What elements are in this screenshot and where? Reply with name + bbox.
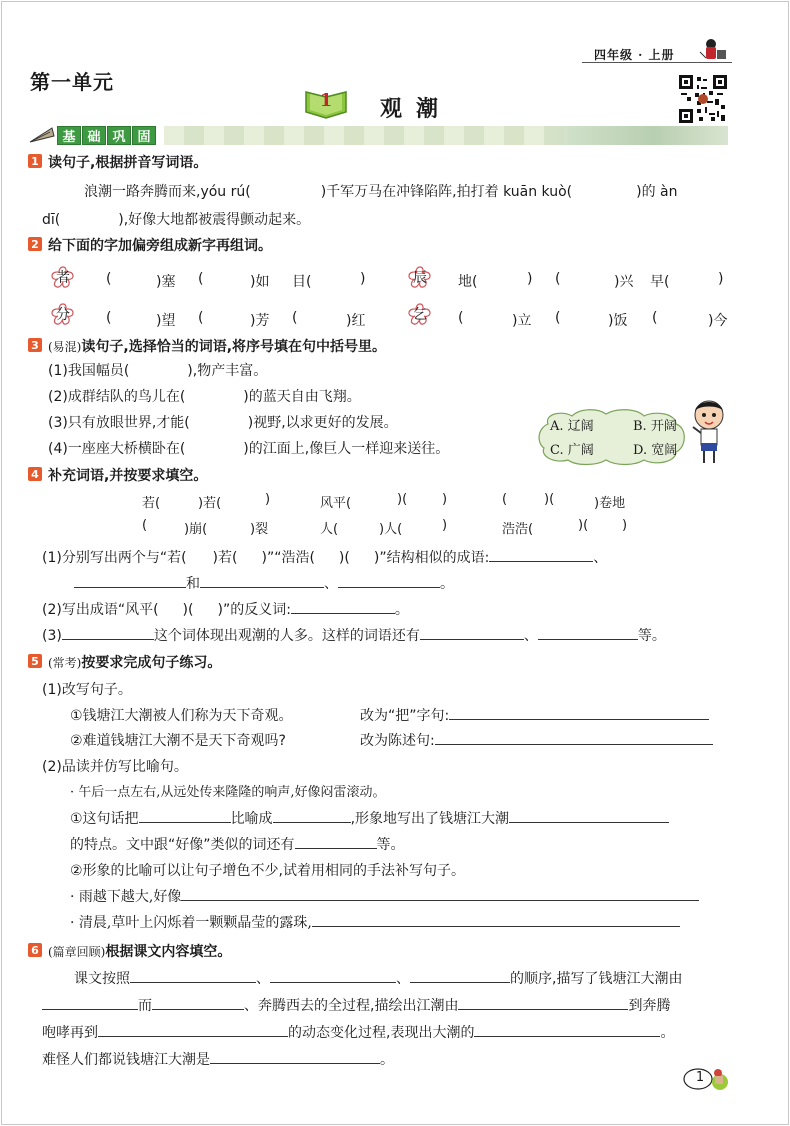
cartoon-boy-icon [685, 397, 733, 467]
question-tag: (常考) [48, 656, 82, 670]
answer-line[interactable] [273, 809, 351, 823]
q2-item: ) [360, 271, 366, 287]
answer-line[interactable] [295, 835, 377, 849]
q2-item: ( [555, 271, 561, 287]
q2-item: )饭 [608, 313, 628, 329]
text: 、 [256, 971, 270, 987]
option-b: B. 开阔 [633, 419, 677, 434]
text: 按要求完成句子练习。 [81, 655, 222, 671]
text: 、 [324, 576, 338, 592]
q2-item: )立 [512, 313, 532, 329]
text: 根据课文内容填空。 [105, 944, 232, 960]
question-tag: (篇章回顾) [48, 945, 106, 959]
q4-word: 人( [320, 522, 339, 537]
fan-icon [28, 124, 56, 146]
q2-item: )今 [708, 313, 728, 329]
q3-item [48, 412, 398, 432]
text: 。 [440, 576, 454, 592]
q5-part2-label: (2)品读并仿写比喻句。 [42, 759, 188, 775]
question-title: 给下面的字加偏旁组成新字再组词。 [48, 238, 272, 254]
answer-line[interactable] [42, 996, 138, 1010]
question-number-badge: 4 [28, 467, 42, 481]
page-number: 1 [695, 1070, 705, 1085]
q2-item: ( [198, 310, 204, 326]
q2-item: )塞 [156, 274, 176, 290]
answer-line[interactable] [98, 1023, 288, 1037]
radical-char: 乞 [413, 307, 427, 323]
q5-item-cont [70, 834, 405, 854]
text: 而 [138, 998, 152, 1014]
q4-word: )裂 [250, 522, 269, 537]
answer-line[interactable] [410, 969, 510, 983]
section-label-char: 基 [57, 126, 81, 145]
q2-item: ( [292, 310, 298, 326]
q4-word: 浩浩( [502, 522, 534, 537]
q2-item: 早( [650, 274, 670, 290]
q4-sub1-cont [74, 573, 454, 593]
q5-bullet [70, 912, 680, 932]
q4-word: ) [622, 518, 628, 533]
q1-sentence-line1 [84, 181, 678, 201]
question-title [48, 941, 231, 961]
question-number-badge: 3 [28, 338, 42, 352]
answer-line[interactable] [474, 1023, 660, 1037]
answer-line[interactable] [181, 887, 699, 901]
grade-label: 四年级 · 上册 [594, 48, 675, 62]
answer-line[interactable] [489, 548, 593, 562]
text: 等。 [376, 837, 405, 853]
q2-item: ) [718, 271, 724, 287]
text: 。 [380, 1052, 394, 1068]
option-d: D. 宽阔 [633, 443, 678, 458]
text: · 雨越下越大,好像 [70, 889, 182, 905]
text: )千军万马在冲锋陷阵,拍打着 kuān kuò( [320, 184, 573, 200]
question-title [48, 336, 386, 356]
answer-line[interactable] [291, 600, 395, 614]
text: ,形象地写出了钱塘江大潮 [350, 811, 510, 827]
q4-word: )人( [379, 522, 403, 537]
answer-line[interactable] [270, 969, 396, 983]
radical-char: 者 [56, 270, 70, 286]
text: )”结构相似的成语: [373, 550, 490, 566]
q2-item: 目( [292, 274, 312, 290]
q4-word: )( [578, 518, 589, 533]
text: (3)只有放眼世界,才能( [48, 415, 190, 431]
q4-word: ) [442, 518, 448, 533]
question-number-badge: 5 [28, 654, 42, 668]
text: 难怪人们都说钱塘江大潮是 [42, 1052, 210, 1068]
text: )”的反义词: [217, 602, 291, 618]
answer-line[interactable] [338, 574, 440, 588]
header-divider [582, 62, 732, 63]
text: (1)分别写出两个与“若( [42, 550, 187, 566]
text: ),好像大地都被震得颤动起来。 [118, 212, 311, 228]
lesson-number: 1 [319, 90, 333, 111]
text: (2)写出成语“风平( [42, 602, 159, 618]
section-label [57, 126, 156, 145]
answer-line[interactable] [152, 996, 244, 1010]
text: 改为陈述句: [360, 733, 435, 749]
text: · 清晨,草叶上闪烁着一颗颗晶莹的露珠, [70, 915, 312, 931]
q2-item: )望 [156, 313, 176, 329]
q4-word: )若( [198, 496, 222, 511]
text: 这个词体现出观潮的人多。这样的词语还有 [153, 628, 420, 644]
text: ①这句话把 [70, 811, 139, 827]
q4-word: ( [502, 492, 508, 507]
q3-item [48, 386, 361, 406]
answer-line[interactable] [509, 809, 669, 823]
q2-item: )如 [250, 274, 270, 290]
q6-line [42, 1022, 674, 1042]
q3-item [48, 438, 449, 458]
text: )”“浩浩( [261, 550, 315, 566]
q2-item: ) [527, 271, 533, 287]
q4-word: ) [442, 492, 448, 507]
q2-item: ( [458, 310, 464, 326]
q6-line [42, 995, 670, 1015]
text: )( [338, 550, 350, 566]
question-tag: (易混) [48, 340, 82, 354]
radical-char: 辰 [413, 270, 427, 286]
answer-line[interactable] [62, 626, 154, 640]
section-label-char: 巩 [107, 126, 131, 145]
option-c: C. 广阔 [550, 443, 594, 458]
q5-requirement [360, 705, 709, 725]
q3-item [48, 360, 267, 380]
workbook-page [1, 1, 789, 1125]
q2-item: )芳 [250, 313, 270, 329]
q5-bullet [70, 886, 699, 906]
qr-code-icon[interactable] [679, 75, 727, 123]
text: 的顺序,描写了钱塘江大潮由 [510, 971, 683, 987]
text: )( [182, 602, 194, 618]
answer-line[interactable] [420, 626, 524, 640]
question-number-badge: 1 [28, 154, 42, 168]
q5-item [70, 808, 669, 828]
q5-item: ②形象的比喻可以让句子增色不少,试着用相同的手法补写句子。 [70, 863, 465, 879]
text: (4)一座座大桥横卧在( [48, 441, 186, 457]
answer-line[interactable] [435, 731, 713, 745]
q4-sub2 [42, 599, 409, 619]
text: )的 àn [636, 184, 678, 200]
text: )视野,以求更好的发展。 [247, 415, 398, 431]
text: 比喻成 [230, 811, 273, 827]
radical-char: 分 [56, 307, 70, 323]
text: ),物产丰富。 [187, 363, 268, 379]
text: 咆哮再到 [42, 1025, 98, 1041]
q4-word: 风平( [320, 496, 352, 511]
q2-item: 地( [458, 274, 478, 290]
unit-title: 第一单元 [30, 70, 114, 94]
q4-word: )( [544, 492, 555, 507]
question-number-badge: 6 [28, 943, 42, 957]
q1-sentence-line2 [42, 209, 310, 229]
q2-item: ( [106, 310, 112, 326]
text: 、 [593, 550, 608, 566]
q2-item: ( [198, 271, 204, 287]
answer-line[interactable] [312, 913, 680, 927]
text: (3) [42, 628, 62, 644]
question-title: 读句子,根据拼音写词语。 [48, 155, 208, 171]
text: 改为“把”字句: [360, 708, 450, 724]
section-label-char: 固 [132, 126, 156, 145]
text: )若( [212, 550, 238, 566]
reading-child-icon [698, 38, 728, 62]
q2-item: )兴 [614, 274, 634, 290]
text: 课文按照 [74, 971, 130, 987]
q4-word: ) [265, 492, 271, 507]
q4-sub3 [42, 625, 666, 645]
q5-sentence: ②难道钱塘江大潮不是天下奇观吗? [70, 733, 286, 749]
option-a: A. 辽阔 [550, 419, 594, 434]
text: 到奔腾 [628, 998, 671, 1014]
q4-word: )崩( [184, 522, 208, 537]
answer-line[interactable] [458, 996, 628, 1010]
text: dī( [42, 212, 61, 228]
text: 读句子,选择恰当的词语,将序号填在句中括号里。 [81, 339, 387, 355]
q2-item: ( [106, 271, 112, 287]
q6-line [74, 968, 682, 988]
text: 、 [523, 628, 538, 644]
q5-sentence: ①钱塘江大潮被人们称为天下奇观。 [70, 708, 293, 724]
text: (1)我国幅员( [48, 363, 130, 379]
text: 、 [396, 971, 410, 987]
q4-word: )( [397, 492, 408, 507]
answer-line[interactable] [200, 574, 324, 588]
text: 。 [394, 602, 409, 618]
question-number-badge: 2 [28, 237, 42, 251]
text: (2)成群结队的鸟儿在( [48, 389, 186, 405]
text: 浪潮一路奔腾而来,yóu rú( [84, 184, 251, 200]
text: )的江面上,像巨人一样迎来送往。 [243, 441, 450, 457]
q5-quote: · 午后一点左右,从远处传来隆隆的响声,好像闷雷滚动。 [70, 785, 386, 800]
q2-item: )红 [346, 313, 366, 329]
lesson-title: 观潮 [380, 97, 453, 122]
q4-word: 若( [142, 496, 161, 511]
text: 等。 [637, 628, 666, 644]
question-title [48, 652, 221, 672]
q2-item: ( [652, 310, 658, 326]
q6-line [42, 1049, 394, 1069]
question-title: 补充词语,并按要求填空。 [48, 468, 208, 484]
text: 的特点。文中跟“好像”类似的词还有 [70, 837, 295, 853]
answer-line[interactable] [449, 706, 709, 720]
q5-part1-label: (1)改写句子。 [42, 682, 132, 698]
answer-line[interactable] [538, 626, 638, 640]
text: )的蓝天自由飞翔。 [243, 389, 361, 405]
text: 和 [186, 576, 200, 592]
q4-sub1 [42, 547, 607, 567]
section-label-char: 础 [82, 126, 106, 145]
text: 、奔腾西去的全过程,描绘出江潮由 [244, 998, 459, 1014]
q5-requirement [360, 730, 713, 750]
q4-word: ( [142, 518, 148, 533]
decorative-flower-strip [542, 126, 728, 145]
text: 。 [660, 1025, 675, 1041]
q2-item: ( [555, 310, 561, 326]
q4-word: )卷地 [594, 496, 626, 511]
text: 的动态变化过程,表现出大潮的 [288, 1025, 475, 1041]
answer-line[interactable] [210, 1050, 380, 1064]
answer-line[interactable] [139, 809, 231, 823]
answer-line[interactable] [130, 969, 256, 983]
answer-line[interactable] [74, 574, 186, 588]
